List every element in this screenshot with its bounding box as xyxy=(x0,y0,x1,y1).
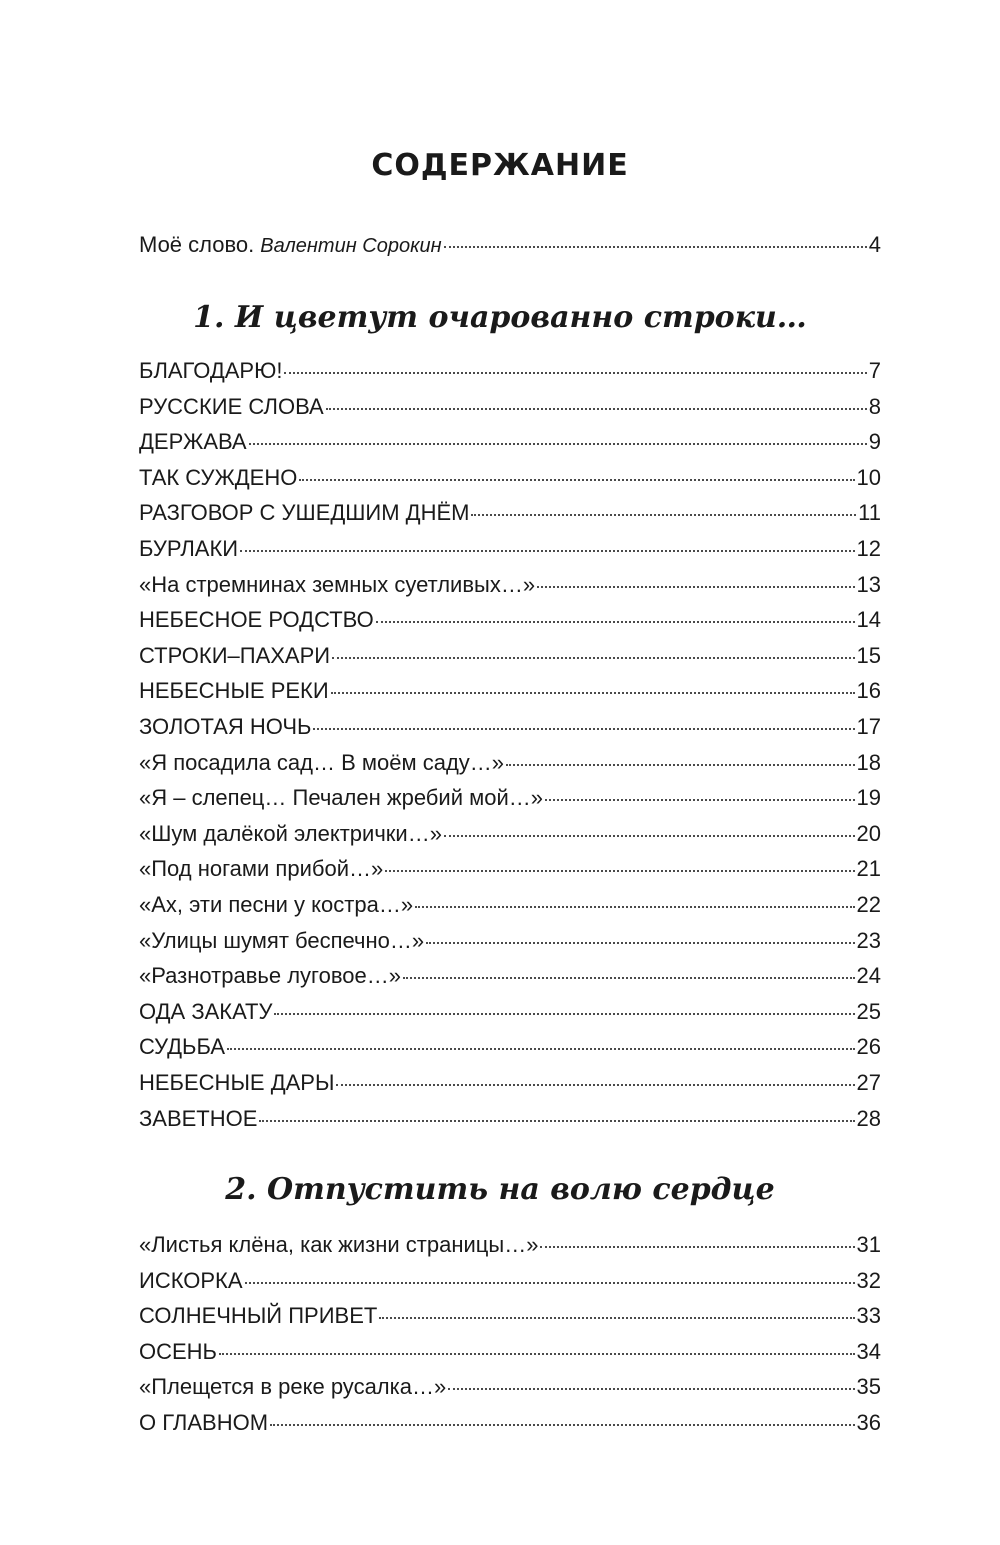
dot-leader xyxy=(259,1118,854,1122)
toc-entry xyxy=(139,1029,881,1065)
toc-entry xyxy=(139,673,881,709)
toc-entry-intro xyxy=(139,227,881,263)
toc-entry xyxy=(139,709,881,745)
toc-entry-label: «Шум далёкой электрички…» xyxy=(139,821,442,846)
toc-entry-label: ИСКОРКА xyxy=(139,1268,243,1293)
dot-leader xyxy=(245,1280,855,1284)
toc-entry-label: О ГЛАВНОМ xyxy=(139,1410,269,1435)
toc-entry xyxy=(139,389,881,425)
dot-leader xyxy=(284,370,866,374)
toc-entry-page: 27 xyxy=(856,1070,881,1095)
toc-entry-label: ОСЕНЬ xyxy=(139,1339,217,1364)
toc-entry-page: 25 xyxy=(856,999,881,1024)
toc-entry-page: 21 xyxy=(856,856,881,881)
dot-leader xyxy=(332,655,854,659)
dot-leader xyxy=(299,477,854,481)
toc-entry-label: НЕБЕСНЫЕ ДАРЫ xyxy=(139,1070,335,1095)
dot-leader xyxy=(331,690,855,694)
toc-entry-label: ЗОЛОТАЯ НОЧЬ xyxy=(139,714,312,739)
dot-leader xyxy=(270,1422,855,1426)
toc-entry xyxy=(139,1101,881,1137)
toc-entry-page: 24 xyxy=(856,963,881,988)
toc-entry-page: 36 xyxy=(856,1410,881,1435)
toc-entry xyxy=(139,923,881,959)
toc-entry xyxy=(139,1065,881,1101)
dot-leader xyxy=(415,904,854,908)
dot-leader xyxy=(471,512,856,516)
toc-entry-page: 14 xyxy=(856,607,881,632)
toc-entry-page: 31 xyxy=(856,1232,881,1257)
toc-entry-page: 12 xyxy=(856,536,881,561)
toc-entry xyxy=(139,353,881,389)
toc-entry xyxy=(139,424,881,460)
toc-entry xyxy=(139,994,881,1030)
toc-entry-label: «Листья клёна, как жизни страницы…» xyxy=(139,1232,539,1257)
toc-entry-page: 11 xyxy=(858,500,881,525)
dot-leader xyxy=(444,244,867,248)
toc-entry-author: Валентин Сорокин xyxy=(260,235,442,257)
toc-entry xyxy=(139,602,881,638)
toc-entry-label: «Я посадила сад… В моём саду…» xyxy=(139,750,505,775)
dot-leader xyxy=(444,833,855,837)
toc-entry-page: 22 xyxy=(856,892,881,917)
dot-leader xyxy=(326,406,867,410)
dot-leader xyxy=(448,1386,854,1390)
toc-entry-label: «Улицы шумят беспечно…» xyxy=(139,928,425,953)
toc-entry xyxy=(139,887,881,923)
toc-entry-page: 18 xyxy=(856,750,881,775)
dot-leader xyxy=(385,868,854,872)
toc-entry-page: 26 xyxy=(856,1034,881,1059)
toc-entry xyxy=(139,816,881,852)
toc-entry-page: 19 xyxy=(856,785,881,810)
dot-leader xyxy=(403,975,855,979)
toc-entry-page: 17 xyxy=(856,714,881,739)
toc-entry-label: СТРОКИ–ПАХАРИ xyxy=(139,643,331,668)
toc-entry-label: НЕБЕСНЫЕ РЕКИ xyxy=(139,678,329,703)
toc-entry-page: 28 xyxy=(856,1106,881,1131)
toc-entry-page: 9 xyxy=(868,429,881,454)
toc-entry xyxy=(139,1405,881,1441)
toc-entry-label: «На стремнинах земных суетливых…» xyxy=(139,572,536,597)
dot-leader xyxy=(506,762,854,766)
toc-entry xyxy=(139,851,881,887)
toc-entry-label: БЛАГОДАРЮ! xyxy=(139,358,283,383)
toc-entry-page: 10 xyxy=(856,465,881,490)
toc-entry-label: СУДЬБА xyxy=(139,1034,226,1059)
toc-entry-page: 8 xyxy=(868,394,881,419)
toc-entry-label: «Под ногами прибой…» xyxy=(139,856,384,881)
toc-entry xyxy=(139,638,881,674)
toc-entry-label: «Ах, эти песни у костра…» xyxy=(139,892,414,917)
toc-entry-label: ЗАВЕТНОЕ xyxy=(139,1106,258,1131)
dot-leader xyxy=(426,940,854,944)
page-title: СОДЕРЖАНИЕ xyxy=(371,148,629,183)
dot-leader xyxy=(219,1351,855,1355)
dot-leader xyxy=(379,1315,854,1319)
dot-leader xyxy=(540,1244,854,1248)
dot-leader xyxy=(227,1046,854,1050)
toc-entry-page: 34 xyxy=(856,1339,881,1364)
toc-entry-label: «Я – слепец… Печален жребий мой…» xyxy=(139,785,543,810)
toc-entry-page: 33 xyxy=(856,1303,881,1328)
toc-entry xyxy=(139,1369,881,1405)
toc-entry xyxy=(139,531,881,567)
dot-leader xyxy=(376,619,855,623)
toc-entry-page: 4 xyxy=(868,232,881,257)
toc-entry-label: «Разнотравье луговое…» xyxy=(139,963,401,988)
toc-entry xyxy=(139,495,881,531)
dot-leader xyxy=(240,548,854,552)
toc-entry-label: ТАК СУЖДЕНО xyxy=(139,465,298,490)
toc-entry-page: 7 xyxy=(868,358,881,383)
toc-entry-label: ОДА ЗАКАТУ xyxy=(139,999,273,1024)
toc-entry-page: 23 xyxy=(856,928,881,953)
toc-entry xyxy=(139,1263,881,1299)
toc-entry-page: 16 xyxy=(856,678,881,703)
dot-leader xyxy=(249,441,867,445)
toc-entry-label: ДЕРЖАВА xyxy=(139,429,247,454)
toc-entry-label: СОЛНЕЧНЫЙ ПРИВЕТ xyxy=(139,1303,378,1328)
section-title-2: 2. Отпустить на волю сердце xyxy=(225,1172,775,1207)
toc-entry-page: 15 xyxy=(856,643,881,668)
toc-entry xyxy=(139,745,881,781)
dot-leader xyxy=(537,584,854,588)
toc-entry-label: «Плещется в реке русалка…» xyxy=(139,1374,447,1399)
toc-entry xyxy=(139,460,881,496)
toc-entry-page: 35 xyxy=(856,1374,881,1399)
toc-entry-label: РАЗГОВОР С УШЕДШИМ ДНЁМ xyxy=(139,500,470,525)
section-title-1: 1. И цветут очарованно строки… xyxy=(193,300,807,335)
toc-entry-label: Моё слово. xyxy=(139,232,255,257)
dot-leader xyxy=(336,1082,854,1086)
toc-entry xyxy=(139,567,881,603)
toc-entry-page: 32 xyxy=(856,1268,881,1293)
toc-entry-label: НЕБЕСНОЕ РОДСТВО xyxy=(139,607,374,632)
toc-entry-label: РУССКИЕ СЛОВА xyxy=(139,394,324,419)
dot-leader xyxy=(545,797,855,801)
toc-entry-page: 13 xyxy=(856,572,881,597)
toc-entry xyxy=(139,1227,881,1263)
toc-entry-page: 20 xyxy=(856,821,881,846)
toc-entry xyxy=(139,1334,881,1370)
toc-entry xyxy=(139,780,881,816)
dot-leader xyxy=(313,726,854,730)
toc-entry xyxy=(139,1298,881,1334)
toc-entry-label: БУРЛАКИ xyxy=(139,536,239,561)
toc-entry xyxy=(139,958,881,994)
dot-leader xyxy=(274,1011,854,1015)
